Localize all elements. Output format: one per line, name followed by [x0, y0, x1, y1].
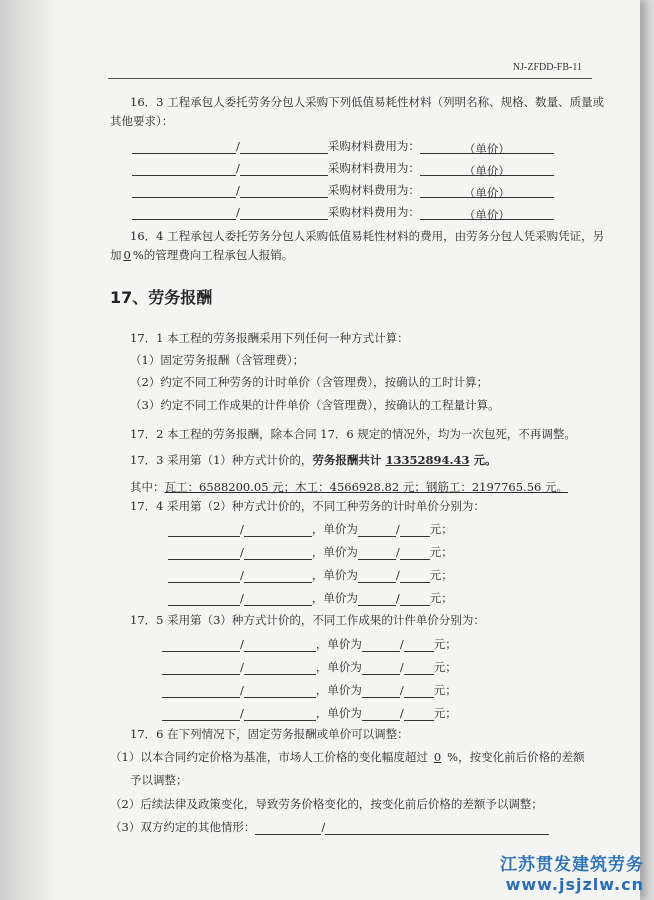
piece-rate-row: / ，单价为 / 元；	[162, 636, 457, 652]
price-change-threshold: 0	[433, 750, 442, 764]
material-row: / 采购材料费用为： （单价）	[132, 160, 554, 176]
management-fee-rate: 0	[123, 248, 131, 262]
hourly-rate-row: / ，单价为 / 元；	[168, 590, 453, 606]
clause-16-3-line2: 其他要求）：	[110, 114, 174, 128]
clause-17-1-option1: （1）固定劳务报酬（含管理费）；	[130, 353, 305, 367]
piece-rate-row: / ，单价为 / 元；	[162, 682, 457, 698]
labor-breakdown: 其中：瓦工：6588200.05 元；木工：4566928.82 元；钢筋工：2197765.56 元。	[130, 480, 568, 494]
site-watermark	[500, 850, 644, 894]
material-row: / 采购材料费用为： （单价）	[132, 138, 554, 154]
piece-rate-row: / ，单价为 / 元；	[162, 659, 457, 675]
document-code: NJ-ZFDD-FB-11	[512, 62, 582, 73]
hourly-rate-row: / ，单价为 / 元；	[168, 567, 453, 583]
clause-17-1-option2: （2）约定不同工种劳务的计时单价（含管理费），按确认的工时计算；	[130, 375, 489, 389]
clause-16-4-line2: 加 0 %的管理费向工程承包人报销。	[110, 248, 294, 262]
section-heading-17: 17、劳务报酬	[110, 288, 213, 307]
clause-17-6-intro: 17．6 在下列情况下，固定劳务报酬或单价可以调整：	[130, 727, 409, 741]
clause-16-3-line1: 16．3 工程承包人委托劳务分包人采购下列低值易耗性材料（列明名称、规格、数量、质量或	[130, 95, 605, 109]
watermark-company: 江苏贯发建筑劳务	[500, 855, 644, 875]
clause-17-6-condition1: （1）以本合同约定价格为基准，市场人工价格的变化幅度超过 0 %，按变化前后价格的差额	[110, 750, 585, 764]
clause-17-1-intro: 17．1 本工程的劳务报酬采用下列任何一种方式计算：	[130, 331, 409, 345]
material-row: / 采购材料费用为： （单价）	[132, 182, 554, 198]
clause-17-6-condition1-cont: 予以调整；	[130, 773, 188, 787]
material-row: / 采购材料费用为： （单价）	[132, 204, 554, 220]
clause-17-6-condition2: （2）后续法律及政策变化，导致劳务价格变化的，按变化前后价格的差额予以调整；	[110, 797, 543, 811]
clause-17-6-condition3: （3）双方约定的其他情形： /	[110, 819, 549, 835]
header-rule	[108, 78, 592, 79]
clause-17-3: 17．3 采用第（1）种方式计价的，劳务报酬共计 13352894.43 元。	[130, 453, 497, 467]
clause-17-1-option3: （3）约定不同工作成果的计件单价（含管理费），按确认的工程量计算。	[130, 398, 500, 412]
hourly-rate-row: / ，单价为 / 元；	[168, 521, 453, 537]
clause-17-5-intro: 17．5 采用第（3）种方式计价的，不同工作成果的计件单价分别为：	[130, 613, 485, 627]
breakdown-values: 瓦工：6588200.05 元；木工：4566928.82 元；钢筋工：2197765.56 元。	[164, 480, 568, 494]
clause-17-4-intro: 17．4 采用第（2）种方式计价的，不同工种劳务的计时单价分别为：	[130, 499, 485, 513]
clause-17-2: 17．2 本工程的劳务报酬，除本合同 17．6 规定的情况外，均为一次包死，不再调整。	[130, 427, 576, 441]
watermark-url: www.jsjzlw.cn	[505, 875, 644, 894]
piece-rate-row: / ，单价为 / 元；	[162, 705, 457, 721]
clause-16-4-line1: 16．4 工程承包人委托劳务分包人采购低值易耗性材料的费用，由劳务分包人凭采购凭证，另	[130, 229, 605, 243]
binding-spine	[0, 0, 58, 900]
hourly-rate-row: / ，单价为 / 元；	[168, 544, 453, 560]
total-labor-amount: 13352894.43	[385, 453, 470, 467]
